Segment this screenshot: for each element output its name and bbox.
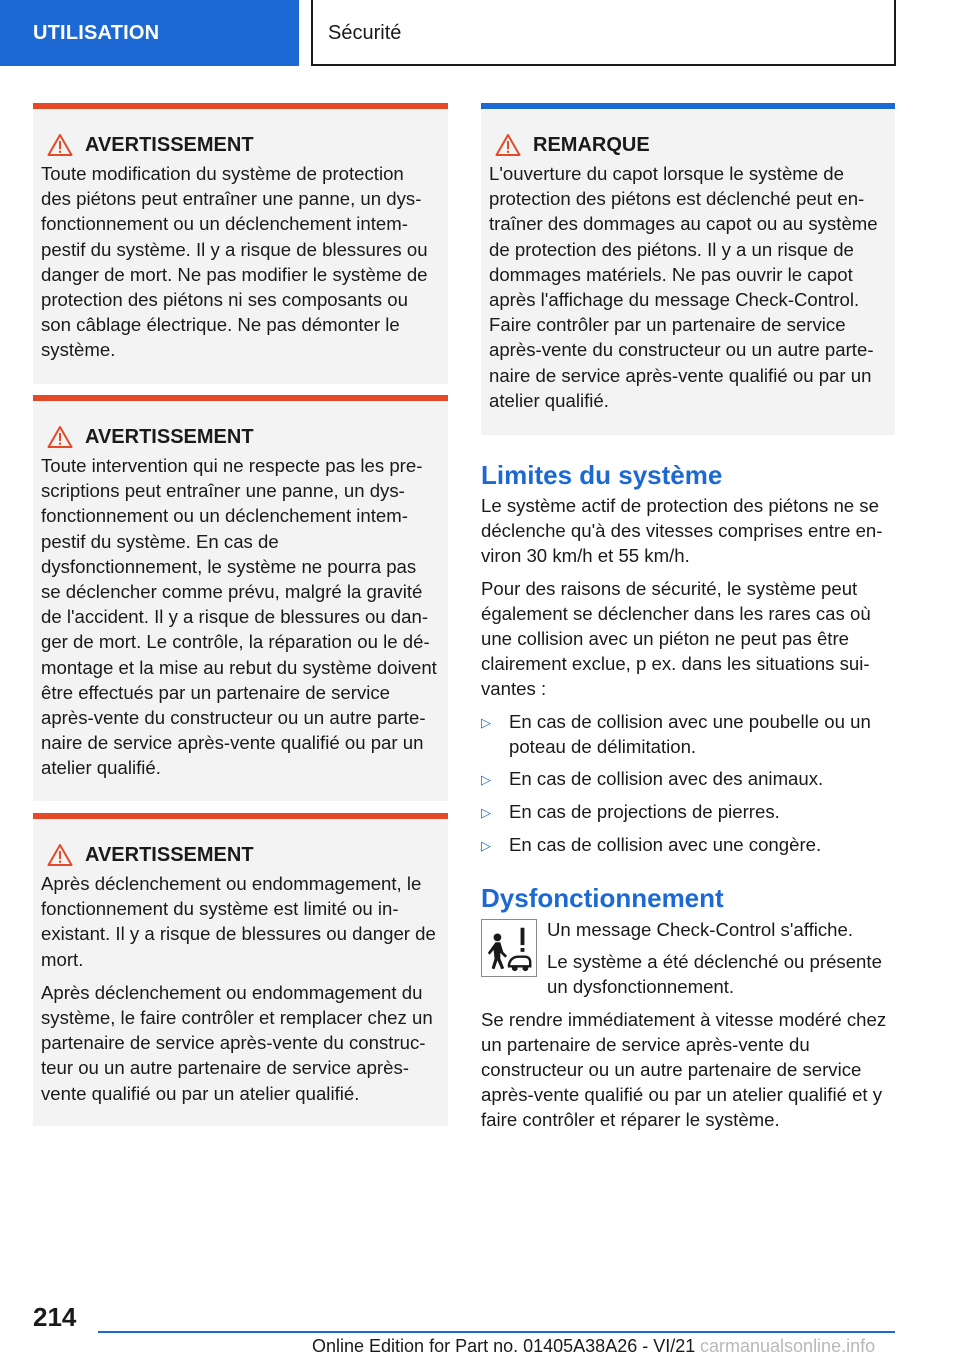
list-item-text: En cas de collision avec des animaux. [509,768,824,790]
warning-text: Après déclenchement ou endommagement, le fonctionnement du système est limité ou inexistant. Il y a risque de blessures ou danger de mort. [41,873,436,970]
warning-text: Toute modification du système de protection des piétons peut entraîner une panne, un dysfonctionnement ou un déclenchement intempestif du système. Il y a risque de blessures ou danger de mort. Ne pas modifier le système de protection des piétons ni ses composants ou son câblage électrique. Ne pas démonter le système. [41,163,428,361]
limits-paragraph-1: Le système actif de protection des piétons ne se déclenche qu'à des vitesses comprises entre environ 30 km/h et 55 km/h. [481,495,883,567]
list-item [481,766,895,792]
warning-title [41,133,438,157]
bullet-triangle-icon: ▷ [481,714,491,730]
page-number: 214 [33,1302,77,1332]
malfunction-paragraph-1: Un message Check-Control s'affiche. [547,919,854,940]
bullet-triangle-icon: ▷ [481,772,491,788]
bullet-triangle-icon: ▷ [481,805,491,821]
list-item [481,709,895,759]
list-item [481,799,895,825]
malfunction-indicator-row [481,917,895,1000]
warning-box-1 [33,103,448,384]
list-item [481,832,895,858]
note-box [481,103,895,435]
warning-triangle-icon [47,843,73,867]
warning-text: Toute intervention qui ne respecte pas les prescriptions peut entraîner une panne, un dysfonctionnement ou un déclenchement intempestif du système. En cas de dysfonctionnement, le système ne pourra pas se déclencher comme prévu, malgré la gravité de l'accident. Il y a risque de blessures ou danger de mort. Le contrôle, la réparation ou le démontage et la mise au rebut du système doivent être effectués par un partenaire de service après-vente du constructeur ou un autre partenaire de service après-vente qualifié ou par un atelier qualifié. [41,455,437,779]
pedestrian-protection-warning-icon [481,919,537,977]
note-text: L'ouverture du capot lorsque le système de protection des piétons est déclenché peut entraîner des dommages au capot ou au système de protection des piétons. Il y a un risque de dommages matériels. Ne pas ouvrir le capot après l'affichage du message Check-Control. Faire contrôler par un partenaire de service après-vente du constructeur ou un autre partenaire de service après-vente qualifié ou par un atelier qualifié. [489,163,878,411]
warning-title-text: AVERTISSEMENT [85,844,254,866]
footer-edition: Online Edition for Part no. 01405A38A26 - VI/21 [312,1336,696,1356]
warning-text: Après déclenchement ou endommagement du système, le faire contrôler et remplacer chez un partenaire de service après-vente du constructeur ou un autre partenaire de service après-vente qualifié ou par un atelier qualifié. [41,981,433,1104]
warning-box-3 [33,813,448,1126]
warning-title [41,425,438,449]
note-title-text: REMARQUE [533,134,650,156]
watermark-text: carmanualsonline.info [700,1336,876,1356]
malfunction-section [481,881,895,1133]
warning-title-text: AVERTISSEMENT [85,134,254,156]
limits-bullet-list [481,709,895,859]
list-item-text: En cas de collision avec une poubelle ou un poteau de délimitation. [509,710,871,757]
limits-heading: Limites du système [481,460,723,490]
malfunction-paragraph-2: Le système a été déclenché ou présente un dysfonctionnement. [547,951,882,998]
bullet-triangle-icon: ▷ [481,838,491,854]
list-item-text: En cas de collision avec une congère. [509,834,822,856]
limits-section [481,458,895,866]
malfunction-paragraph-3: Se rendre immédiatement à vitesse modéré chez un partenaire de service après-vente du constructeur ou un autre partenaire de service après-vente qualifié ou par un atelier qualifié et y faire contrôler et réparer le système. [481,1008,887,1131]
header-chapter-title: Sécurité [311,0,896,66]
malfunction-heading: Dysfonctionnement [481,883,724,913]
note-title [489,133,885,157]
warning-triangle-icon [495,133,521,157]
warning-box-2 [33,395,448,801]
warning-title-text: AVERTISSEMENT [85,426,254,448]
warning-title [41,843,438,867]
malfunction-indicator-text [547,917,895,1000]
warning-triangle-icon [47,425,73,449]
list-item-text: En cas de projections de pierres. [509,801,780,823]
warning-triangle-icon [47,133,73,157]
limits-paragraph-2: Pour des raisons de sécurité, le système peut également se déclencher dans les rares cas où une collision avec un piéton ne peut pas être clairement exclue, p ex. dans les situations suivantes : [481,577,871,700]
header-section-tab: UTILISATION [0,0,299,66]
